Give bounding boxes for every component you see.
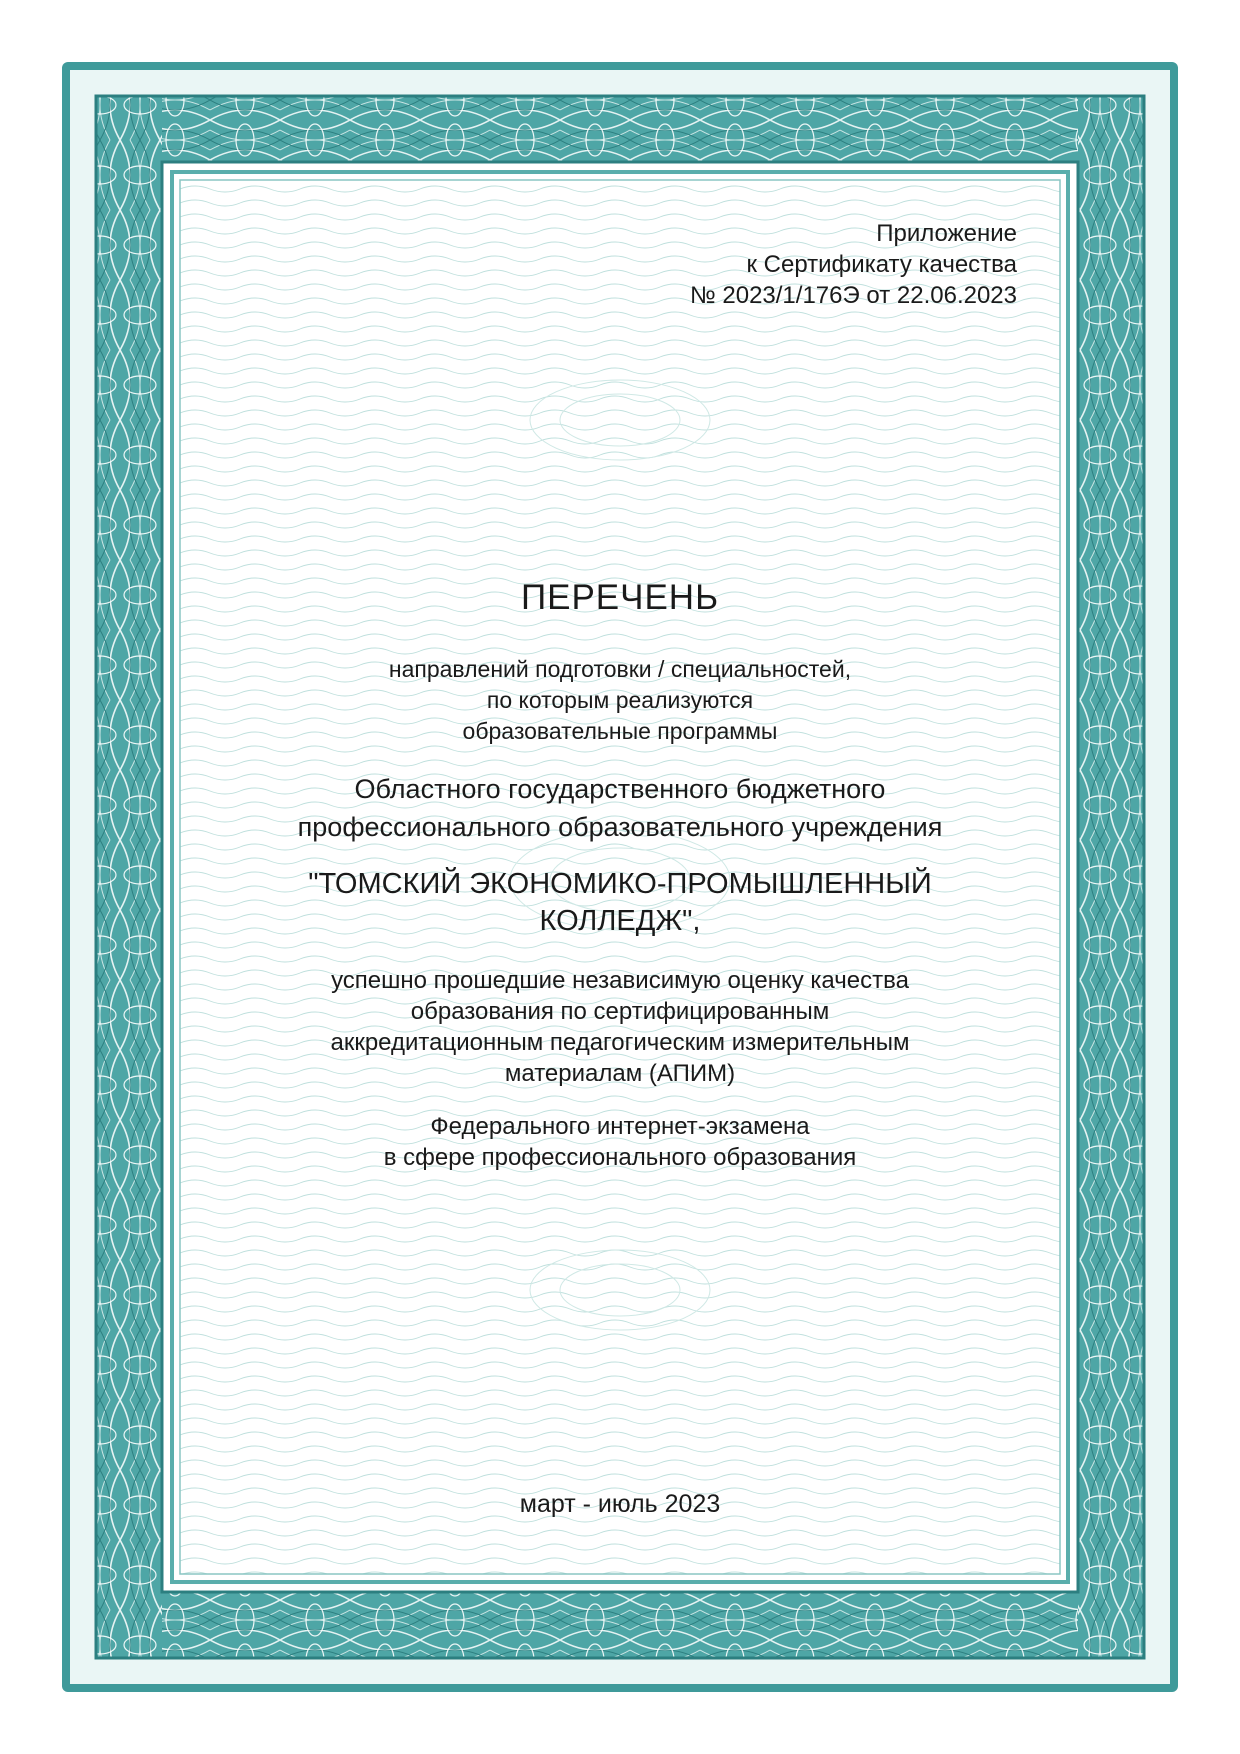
appendix-reference: [690, 218, 1017, 311]
exam-line-1: Федерального интернет-экзамена: [430, 1113, 810, 1140]
appendix-line-3: № 2023/1/176Э от 22.06.2023: [689, 282, 1017, 309]
institution-type: [183, 770, 1057, 846]
exam-line-2: в сфере профессионального образования: [383, 1144, 857, 1171]
college-name: [183, 866, 1057, 940]
college-name-line-2: КОЛЛЕДЖ",: [539, 905, 701, 937]
intro-line-3: образовательные программы: [462, 718, 778, 744]
assessment-period: март - июль 2023: [519, 1490, 721, 1518]
assessment-line-3: аккредитационным педагогическим измерительным: [330, 1029, 910, 1056]
appendix-line-1: Приложение: [876, 220, 1017, 247]
assessment-text: [183, 965, 1057, 1089]
assessment-line-2: образования по сертифицированным: [410, 998, 830, 1025]
institution-line-1: Областного государственного бюджетного: [354, 774, 886, 804]
institution-line-2: профессионального образовательного учреждения: [297, 812, 943, 842]
assessment-line-1: успешно прошедшие независимую оценку качества: [331, 967, 909, 994]
intro-text: [183, 654, 1057, 747]
college-name-line-1: "ТОМСКИЙ ЭКОНОМИКО-ПРОМЫШЛЕННЫЙ: [308, 868, 932, 900]
intro-line-2: по которым реализуются: [486, 687, 754, 713]
intro-line-1: направлений подготовки / специальностей,: [388, 656, 852, 682]
assessment-line-4: материалам (АПИМ): [504, 1060, 736, 1087]
appendix-line-2: к Сертификату качества: [746, 251, 1017, 278]
document-title: ПЕРЕЧЕНЬ: [520, 578, 720, 617]
exam-text: [183, 1111, 1057, 1173]
